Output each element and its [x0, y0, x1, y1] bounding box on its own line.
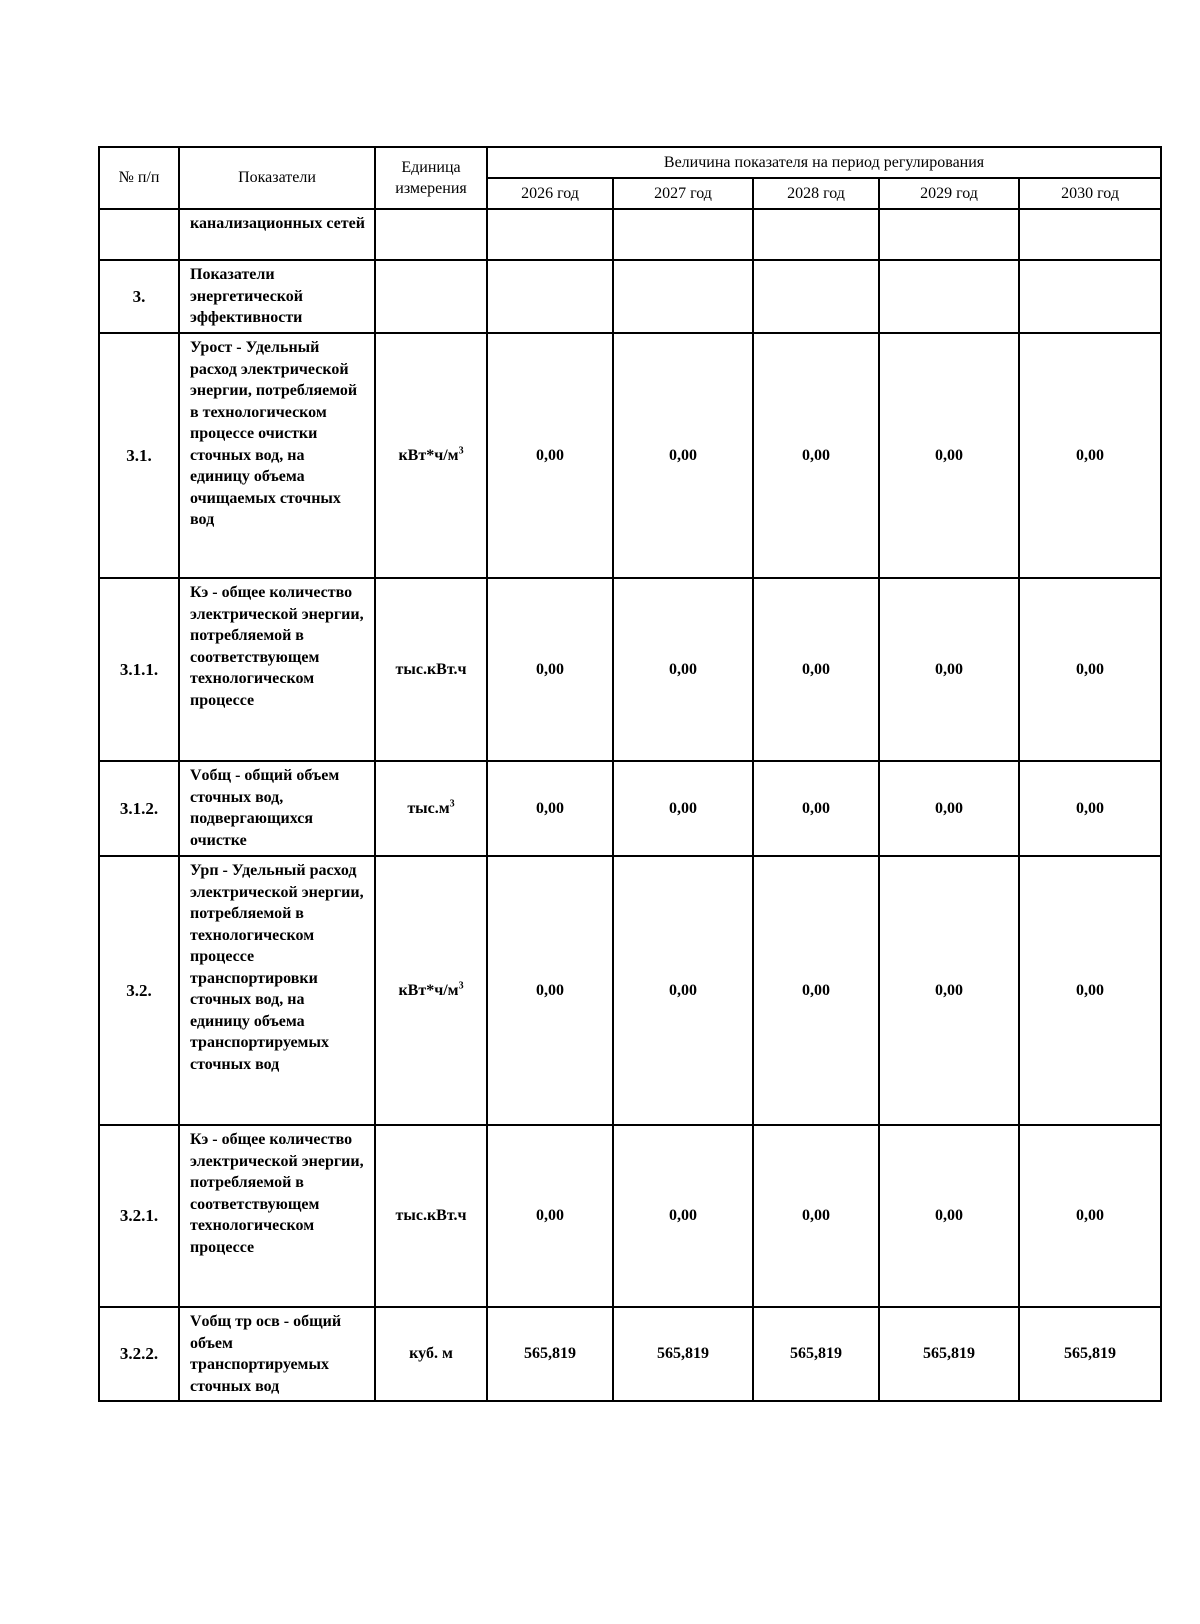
table-row: [99, 856, 1161, 1125]
unit-superscript: 3: [449, 798, 455, 810]
row-value: [613, 209, 753, 260]
row-num: 3.2.1.: [99, 1125, 179, 1307]
row-value: 0,00: [613, 856, 753, 1125]
row-value: [753, 209, 879, 260]
row-unit: [375, 333, 487, 578]
row-unit: тыс.кВт.ч: [375, 1125, 487, 1307]
row-name: Урост - Удельный расход электрической энергии, потребляемой в технологическом процессе очистки сточных вод, на единицу объема очищаемых сточных вод: [179, 333, 375, 578]
row-value: 0,00: [753, 1125, 879, 1307]
row-value: [753, 260, 879, 333]
table-row: [99, 1307, 1161, 1401]
row-num: 3.2.: [99, 856, 179, 1125]
row-value: 0,00: [1019, 333, 1161, 578]
header-year-2028: 2028 год: [753, 178, 879, 209]
unit-text: кВт*ч/м: [398, 981, 459, 999]
table-row: [99, 209, 1161, 260]
row-value: [879, 260, 1019, 333]
row-unit: [375, 260, 487, 333]
row-name: Vобщ тр осв - общий объем транспортируемых сточных вод: [179, 1307, 375, 1401]
header-num: № п/п: [99, 147, 179, 209]
row-value: [487, 209, 613, 260]
row-name: Показатели энергетической эффективности: [179, 260, 375, 333]
header-unit: Единица измерения: [375, 147, 487, 209]
row-num: 3.1.1.: [99, 578, 179, 761]
row-value: 0,00: [613, 333, 753, 578]
row-value: 565,819: [1019, 1307, 1161, 1401]
header-year-2030: 2030 год: [1019, 178, 1161, 209]
row-name: Кэ - общее количество электрической энергии, потребляемой в соответствующем технологическом процессе: [179, 1125, 375, 1307]
row-value: 0,00: [879, 578, 1019, 761]
row-unit: [375, 856, 487, 1125]
unit-superscript: 3: [458, 980, 464, 992]
row-value: 0,00: [879, 1125, 1019, 1307]
row-unit: [375, 761, 487, 856]
table-row: [99, 761, 1161, 856]
row-value: 0,00: [879, 856, 1019, 1125]
header-year-2027: 2027 год: [613, 178, 753, 209]
row-unit: куб. м: [375, 1307, 487, 1401]
row-name: Урп - Удельный расход электрической энергии, потребляемой в технологическом процессе транспортировки сточных вод, на единицу объема транспортируемых сточных вод: [179, 856, 375, 1125]
indicators-table: [98, 146, 1162, 1402]
table-row: [99, 578, 1161, 761]
row-value: 0,00: [487, 333, 613, 578]
row-value: 0,00: [879, 761, 1019, 856]
row-value: [879, 209, 1019, 260]
row-value: 0,00: [613, 578, 753, 761]
row-value: 565,819: [613, 1307, 753, 1401]
row-value: 0,00: [487, 856, 613, 1125]
row-value: 565,819: [487, 1307, 613, 1401]
table-row: [99, 333, 1161, 578]
row-value: 0,00: [487, 578, 613, 761]
row-value: 0,00: [487, 761, 613, 856]
row-num: 3.1.: [99, 333, 179, 578]
unit-text: кВт*ч/м: [398, 446, 459, 464]
header-indicators: Показатели: [179, 147, 375, 209]
row-value: [1019, 260, 1161, 333]
row-value: [613, 260, 753, 333]
row-value: 0,00: [613, 761, 753, 856]
row-value: 0,00: [1019, 1125, 1161, 1307]
row-value: 0,00: [1019, 856, 1161, 1125]
header-year-2029: 2029 год: [879, 178, 1019, 209]
row-name: Vобщ - общий объем сточных вод, подвергающихся очистке: [179, 761, 375, 856]
row-value: 0,00: [1019, 578, 1161, 761]
row-value: [487, 260, 613, 333]
row-value: 565,819: [753, 1307, 879, 1401]
table-row: [99, 1125, 1161, 1307]
header-year-2026: 2026 год: [487, 178, 613, 209]
row-value: 0,00: [753, 761, 879, 856]
row-value: [1019, 209, 1161, 260]
row-unit: [375, 209, 487, 260]
unit-superscript: 3: [458, 445, 464, 457]
row-unit: тыс.кВт.ч: [375, 578, 487, 761]
row-value: 0,00: [613, 1125, 753, 1307]
row-name: Кэ - общее количество электрической энергии, потребляемой в соответствующем технологическом процессе: [179, 578, 375, 761]
row-num: 3.2.2.: [99, 1307, 179, 1401]
row-value: 0,00: [1019, 761, 1161, 856]
row-value: 0,00: [753, 578, 879, 761]
row-num: 3.1.2.: [99, 761, 179, 856]
row-value: 0,00: [879, 333, 1019, 578]
row-num: 3.: [99, 260, 179, 333]
row-name: канализационных сетей: [179, 209, 375, 260]
unit-text: тыс.м: [407, 799, 450, 817]
table-row: [99, 260, 1161, 333]
header-period: Величина показателя на период регулирования: [487, 147, 1161, 178]
row-value: 0,00: [753, 856, 879, 1125]
row-num: [99, 209, 179, 260]
row-value: 565,819: [879, 1307, 1019, 1401]
row-value: 0,00: [753, 333, 879, 578]
row-value: 0,00: [487, 1125, 613, 1307]
